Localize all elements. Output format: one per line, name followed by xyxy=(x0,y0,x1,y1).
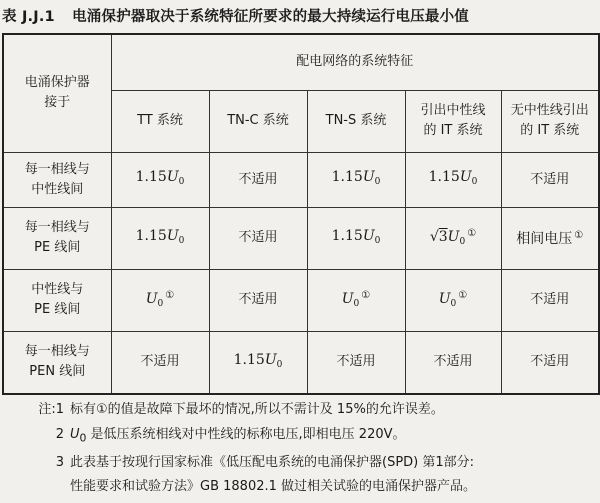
table-row xyxy=(3,331,599,394)
table-row xyxy=(3,207,599,269)
table-cell: $1.15U_0$ xyxy=(111,207,209,269)
table-cell: $1.15U_0$ xyxy=(111,152,209,207)
table-cell: 不适用 xyxy=(209,152,307,207)
column-header: TT 系统 xyxy=(111,90,209,152)
table-cell: 不适用 xyxy=(501,152,599,207)
table-cell: $1.15U_0$ xyxy=(405,152,501,207)
note-item: 3 此表基于按现行国家标准《低压配电系统的电涌保护器(SPD) 第1部分: xyxy=(55,454,475,470)
caption-title: 电涌保护器取决于系统特征所要求的最大持续运行电压最小值 xyxy=(72,9,469,25)
table-cell: 不适用 xyxy=(209,269,307,331)
row-label: 每一相线与 PE 线间 xyxy=(3,207,111,269)
table-cell: $U_0^①$ xyxy=(307,269,405,331)
caption-number: 表 J.J.1 xyxy=(2,9,55,25)
table-cell: $1.15U_0$ xyxy=(209,331,307,394)
table-cell: $U_0^①$ xyxy=(111,269,209,331)
table-cell: $U_0^①$ xyxy=(405,269,501,331)
table-row xyxy=(3,152,599,207)
table-cell: $1.15U_0$ xyxy=(307,207,405,269)
table-caption xyxy=(2,5,598,26)
table-cell: 不适用 xyxy=(307,331,405,394)
table-row xyxy=(3,269,599,331)
column-header: TN-C 系统 xyxy=(209,90,307,152)
row-header-title: 电涌保护器 接于 xyxy=(3,34,111,152)
group-header: 配电网络的系统特征 xyxy=(111,34,599,90)
table-cell: 不适用 xyxy=(501,331,599,394)
table-cell: 不适用 xyxy=(209,207,307,269)
column-header: TN-S 系统 xyxy=(307,90,405,152)
table-cell: 不适用 xyxy=(501,269,599,331)
note-item-continuation: 性能要求和试验方法》GB 18802.1 做过相关试验的电涌保护器产品。 xyxy=(70,479,477,495)
table-cell: $1.15U_0$ xyxy=(307,152,405,207)
column-header: 引出中性线 的 IT 系统 xyxy=(405,90,501,152)
spd-voltage-table xyxy=(2,33,600,395)
row-label: 每一相线与 PEN 线间 xyxy=(3,331,111,394)
table-notes xyxy=(10,398,596,500)
row-label: 每一相线与 中性线间 xyxy=(3,152,111,207)
note-item: 2 $U_0$ 是低压系统相线对中性线的标称电压,即相电压 220V。 xyxy=(55,426,406,445)
table-cell: $√3U_0^①$ xyxy=(405,207,501,269)
row-label: 中性线与 PE 线间 xyxy=(3,269,111,331)
table-cell: 相间电压 ① xyxy=(501,207,599,269)
column-header: 无中性线引出 的 IT 系统 xyxy=(501,90,599,152)
table-cell: 不适用 xyxy=(405,331,501,394)
table-cell: 不适用 xyxy=(111,331,209,394)
note-item: 注:1 标有①的值是故障下最坏的情况,所以不需计及 15%的允许误差。 xyxy=(38,402,444,417)
